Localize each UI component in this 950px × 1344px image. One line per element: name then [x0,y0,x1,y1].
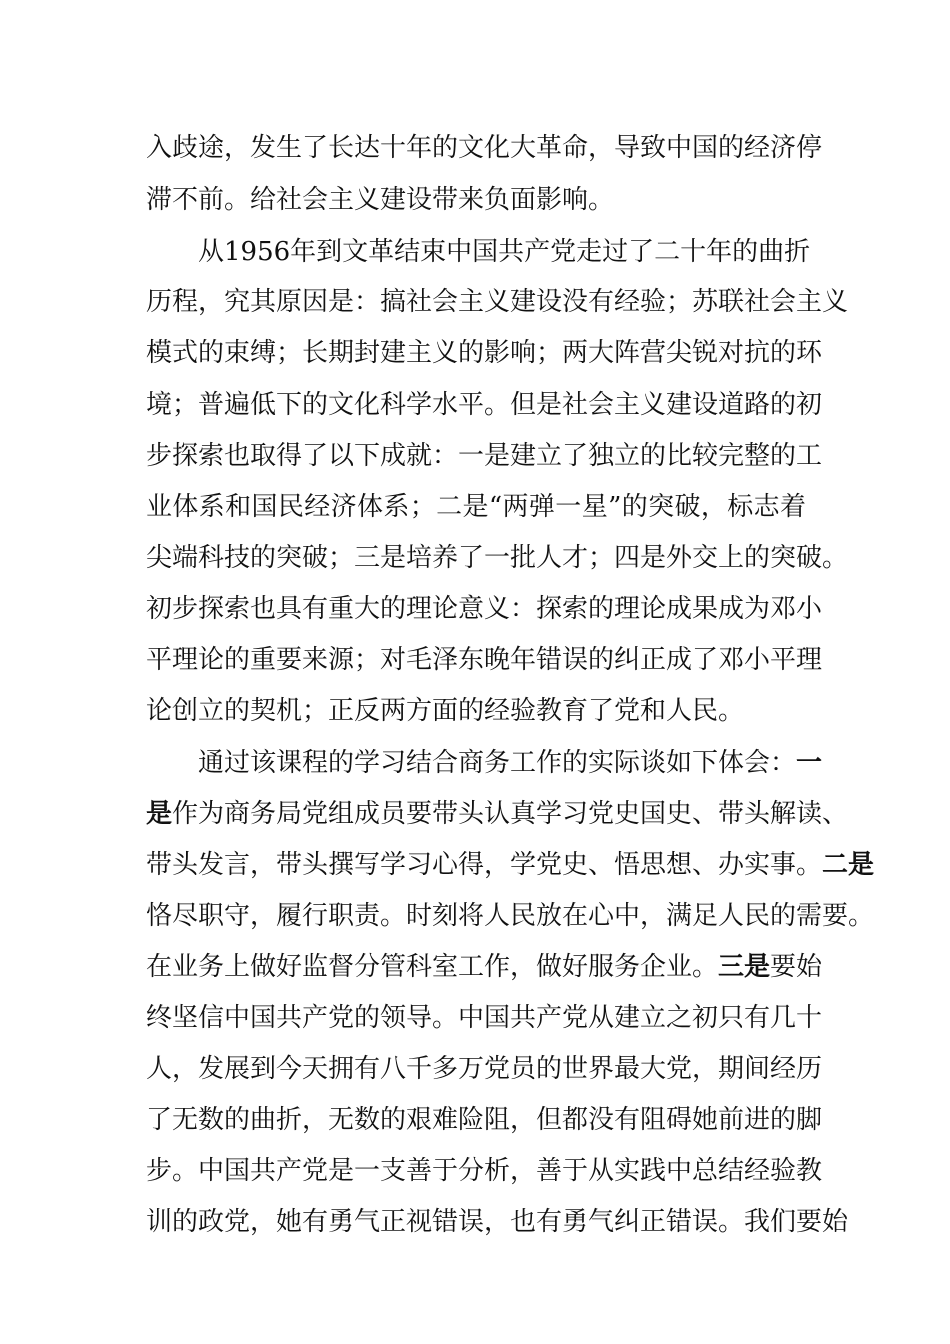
text-line: 入歧途，发生了长达十年的文化大革命，导致中国的经济停 [146,133,823,163]
text-line: 了无数的曲折，无数的艰难险阻，但都没有阻碍她前进的脚 [146,1105,823,1135]
text-line: 终坚信中国共产党的领导。中国共产党从建立之初只有几十 [146,1003,823,1033]
text-run: 在业务上做好监督分管科室工作，做好服务企业。 [146,952,719,982]
text-run: 作为商务局党组成员要带头认真学习党史国史、带头解读、 [172,799,849,829]
emphasis-text: 一 [796,748,823,778]
text-line: 模式的束缚；长期封建主义的影响；两大阵营尖锐对抗的环 [146,338,823,368]
text-line: 步探索也取得了以下成就：一是建立了独立的比较完整的工 [146,441,823,471]
text-line: 历程，究其原因是：搞社会主义建设没有经验；苏联社会主义 [146,287,849,317]
text-line: 境；普遍低下的文化科学水平。但是社会主义建设道路的初 [146,390,823,420]
text-line: 滞不前。给社会主义建设带来负面影响。 [146,185,615,215]
text-line: 业体系和国民经济体系；二是“两弹一星”的突破，标志着 [146,492,806,522]
emphasis-text: 是 [146,799,173,829]
text-run: 通过该课程的学习结合商务工作的实际谈如下体会： [198,748,797,778]
text-line [146,947,823,987]
text-line: 恪尽职守，履行职责。时刻将人民放在心中，满足人民的需要。 [146,901,875,931]
text-run: 带头发言，带头撰写学习心得，学党史、悟思想、办实事。 [146,850,823,880]
text-run: 要始 [770,952,823,982]
emphasis-text: 三是 [718,952,771,982]
text-line [146,845,875,885]
text-line: 平理论的重要来源；对毛泽东晚年错误的纠正成了邓小平理 [146,645,823,675]
text-line: 论创立的契机；正反两方面的经验教育了党和人民。 [146,696,745,726]
text-line: 初步探索也具有重大的理论意义：探索的理论成果成为邓小 [146,594,823,624]
text-line: 步。中国共产党是一支善于分析，善于从实践中总结经验教 [146,1156,823,1186]
text-line [146,794,849,834]
text-line: 训的政党，她有勇气正视错误，也有勇气纠正错误。我们要始 [146,1207,849,1237]
emphasis-text: 二是 [822,850,875,880]
text-line: 人，发展到今天拥有八千多万党员的世界最大党，期间经历 [146,1054,823,1084]
text-line: 从1956年到文革结束中国共产党走过了二十年的曲折 [198,237,811,267]
text-line: 尖端科技的突破；三是培养了一批人才；四是外交上的突破。 [146,543,849,573]
text-line [198,743,823,783]
